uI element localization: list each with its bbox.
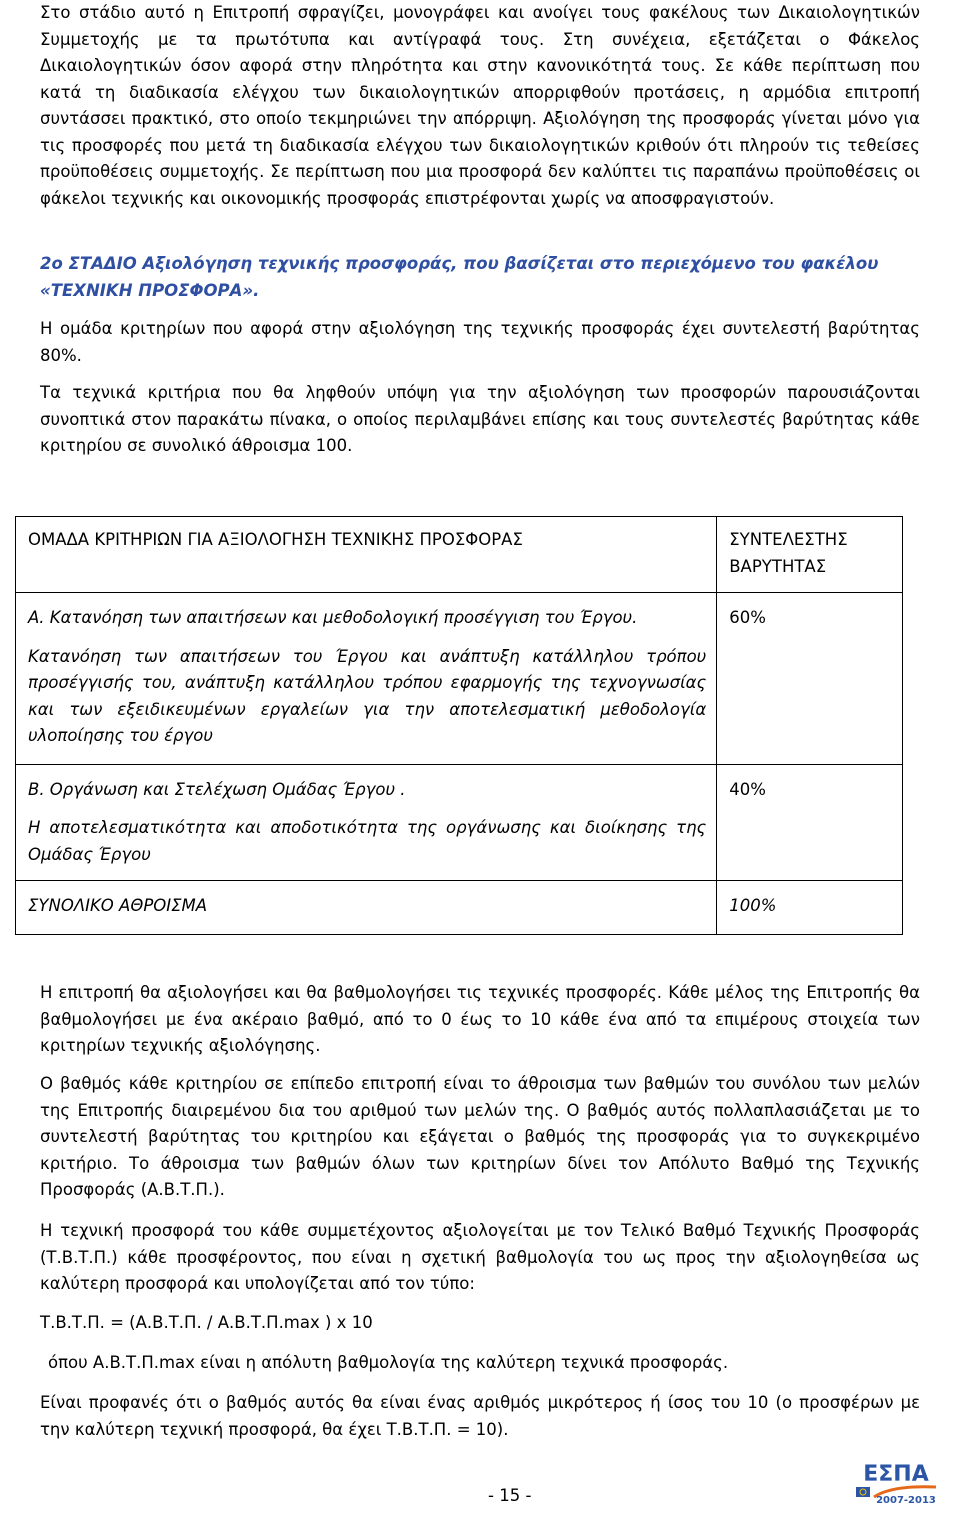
row-a-title: Α. Κατανόηση των απαιτήσεων και μεθοδολογική προσέγγιση του Έργου.: [28, 608, 638, 627]
table-row-b: [16, 764, 903, 881]
total-weight: 100%: [729, 896, 777, 915]
row-b-description: Η αποτελεσματικότητα και αποδοτικότητα της οργάνωσης και διοίκησης της Ομάδας Έργου: [28, 818, 707, 864]
header-weight-cell: [717, 517, 903, 593]
header-group-cell: [16, 517, 717, 593]
score-paragraph: Ο βαθμός κάθε κριτηρίου σε επίπεδο επιτροπή είναι το άθροισμα των βαθμών του συνόλου των μελών της Επιτροπής διαιρεμένου δια του αριθμού των μελών της. Ο βαθμός αυτός πολλαπλασιάζεται με το συντελεστή βαρύτητας του κριτηρίου και εξάγεται ο βαθμός της προσφοράς για το συγκεκριμένο κριτήριο. Το άθροισμα των βαθμών όλων των κριτηρίων δίνει τον Απόλυτο Βαθμό της Τεχνικής Προσφοράς (Α.Β.Τ.Π.).: [40, 1074, 920, 1199]
criteria-table: [15, 516, 903, 935]
row-b-weight-cell: [717, 764, 903, 881]
formula-line: Τ.Β.Τ.Π. = (Α.Β.Τ.Π. / Α.Β.Τ.Π.max ) x 10: [40, 1313, 373, 1332]
grading-paragraph: Η επιτροπή θα αξιολογήσει και θα βαθμολογήσει τις τεχνικές προσφορές. Κάθε μέλος της Επιτροπής θα βαθμολογήσει με ένα ακέραιο βαθμό, από το 0 έως το 10 κάθε ένα από τα επιμέρους στοιχεία των κριτηρίων τεχνικής αξιολόγησης.: [40, 983, 920, 1055]
header-group-label: ΟΜΑΔΑ ΚΡΙΤΗΡΙΩΝ ΓΙΑ ΑΞΙΟΛΟΓΗΣΗ ΤΕΧΝΙΚΗΣ ΠΡΟΣΦΟΡΑΣ: [28, 530, 523, 549]
row-b-title: Β. Οργάνωση και Στελέχωση Ομάδας Έργου .: [28, 779, 406, 799]
row-a-weight-cell: [717, 593, 903, 765]
total-label: ΣΥΝΟΛΙΚΟ ΑΘΡΟΙΣΜΑ: [28, 896, 208, 915]
table-header-row: [16, 517, 903, 593]
stage-heading: 2ο ΣΤΑΔΙΟ Αξιολόγηση τεχνικής προσφοράς, που βασίζεται στο περιεχόμενο του φακέλου «ΤΕΧΝΙΚΗ ΠΡΟΣΦΟΡΑ».: [40, 254, 879, 300]
total-label-cell: [16, 881, 717, 935]
row-b-criteria-cell: [16, 764, 717, 881]
logo-text: ΕΣΠΑ: [863, 1462, 929, 1487]
weight-paragraph: Η ομάδα κριτηρίων που αφορά στην αξιολόγηση της τεχνικής προσφοράς έχει συντελεστή βαρύτητας 80%.: [40, 319, 920, 365]
final-score-paragraph: Η τεχνική προσφορά του κάθε συμμετέχοντος αξιολογείται με τον Τελικό Βαθμό Τεχνικής Προσφοράς (Τ.Β.Τ.Π.) κάθε προσφέροντος, που είναι η σχετική βαθμολογία του ως προς την αξιολογηθείσα ως καλύτερη προσφορά και υπολογίζεται από τον τύπο:: [40, 1221, 920, 1293]
header-weight-label: ΣΥΝΤΕΛΕΣΤΗΣ ΒΑΡΥΤΗΤΑΣ: [729, 530, 848, 576]
espa-logo-icon: [852, 1457, 940, 1507]
row-a-criteria-cell: [16, 593, 717, 765]
logo-years: 2007-2013: [876, 1495, 936, 1506]
criteria-paragraph: Τα τεχνικά κριτήρια που θα ληφθούν υπόψη για την αξιολόγηση των προσφορών παρουσιάζονται συνοπτικά στον παρακάτω πίνακα, ο οποίος περιλαμβάνει επίσης και τους συντελεστές βαρύτητας κάθε κριτηρίου σε συνολικό άθροισμα 100.: [40, 383, 920, 455]
row-a-description: Κατανόηση των απαιτήσεων του Έργου και ανάπτυξη κατάλληλου τρόπου προσέγγισής του, ανάπτυξη κατάλληλου τρόπου εφαρμογής της τεχνογνωσίας και των εξειδικευμένων εργαλείων για την αποτελεσματική μεθοδολογία υλοποίησης του έργου: [28, 646, 707, 745]
obvious-paragraph: Είναι προφανές ότι ο βαθμός αυτός θα είναι ένας αριθμός μικρότερος ή ίσος του 10 (ο προσφέρων με την καλύτερη τεχνική προσφορά, θα έχει Τ.Β.Τ.Π. = 10).: [40, 1393, 920, 1439]
where-paragraph: όπου Α.Β.Τ.Π.max είναι η απόλυτη βαθμολογία της καλύτερη τεχνικά προσφοράς.: [48, 1353, 729, 1372]
row-b-weight: 40%: [729, 779, 766, 799]
table-row-a: [16, 593, 903, 765]
total-weight-cell: [717, 881, 903, 935]
intro-paragraph: Στο στάδιο αυτό η Επιτροπή σφραγίζει, μονογράφει και ανοίγει τους φακέλους των Δικαιολογητικών Συμμετοχής με τα πρωτότυπα και αντίγραφά τους. Στη συνέχεια, εξετάζεται ο Φάκελος Δικαιολογητικών όσον αφορά στην πληρότητα και στην κανονικότητά τους. Σε κάθε περίπτωση που κατά τη διαδικασία ελέγχου των δικαιολογητικών απορριφθούν προτάσεις, η αρμόδια επιτροπή συντάσσει πρακτικό, στο οποίο τεκμηριώνει την απόρριψη. Αξιολόγηση της προσφοράς γίνεται μόνο για τις προσφορές που μετά τη διαδικασία ελέγχου των δικαιολογητικών κριθούν ότι πληρούν τις τεθείσες προϋποθέσεις συμμετοχής. Σε περίπτωση που μια προσφορά δεν καλύπτει τις παραπάνω προϋποθέσεις οι φάκελοι τεχνικής και οικονομικής προσφοράς επιστρέφονται χωρίς να αποσφραγιστούν.: [40, 3, 920, 208]
row-a-weight: 60%: [729, 608, 766, 627]
table-total-row: [16, 881, 903, 935]
page-number: - 15 -: [488, 1486, 532, 1505]
